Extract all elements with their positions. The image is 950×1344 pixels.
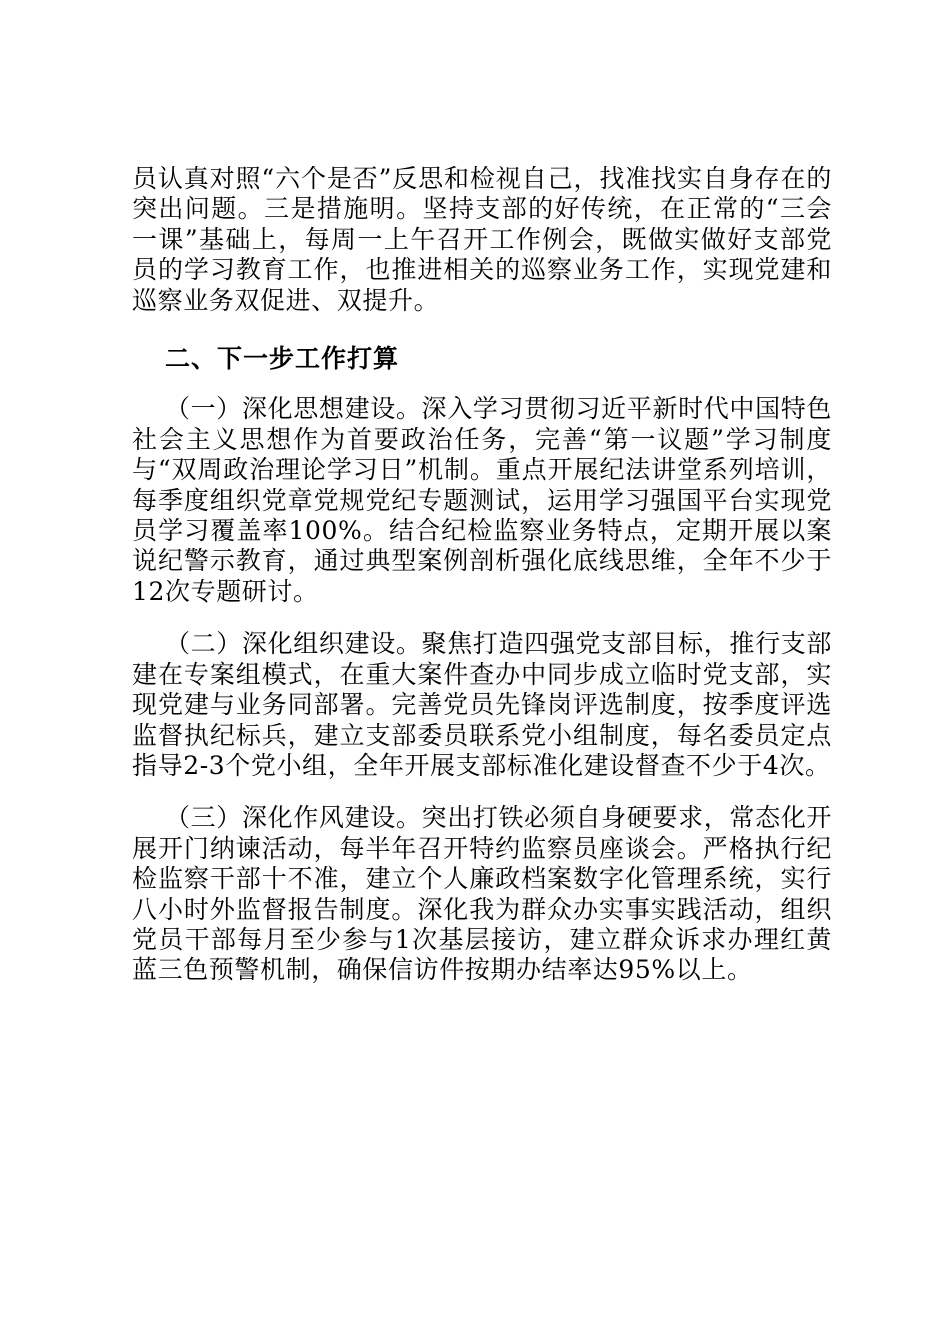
paragraph-ideology: （一）深化思想建设。深入学习贯彻习近平新时代中国特色社会主义思想作为首要政治任务，完善“第一议题”学习制度与“双周政治理论学习日”机制。重点开展纪法讲堂系列培训，每季度组织党章党规党纪专题测试，运用学习强国平台实现党员学习覆盖率100%。结合纪检监察业务特点，定期开展以案说纪警示教育，通过典型案例剖析强化底线思维，全年不少于12次专题研讨。 xyxy=(132,394,832,606)
section-heading: 二、下一步工作打算 xyxy=(165,344,400,374)
document-body xyxy=(132,164,832,986)
spacer xyxy=(132,316,832,344)
spacer xyxy=(132,374,832,394)
spacer xyxy=(132,607,832,629)
paragraph-work-style: （三）深化作风建设。突出打铁必须自身硬要求，常态化开展开门纳谏活动，每半年召开特约监察员座谈会。严格执行纪检监察干部十不准，建立个人廉政档案数字化管理系统，实行八小时外监督报告制度。深化我为群众办实事实践活动，组织党员干部每月至少参与1次基层接访，建立群众诉求办理红黄蓝三色预警机制，确保信访件按期办结率达95%以上。 xyxy=(132,803,832,985)
spacer xyxy=(132,781,832,803)
paragraph-organization: （二）深化组织建设。聚焦打造四强党支部目标，推行支部建在专案组模式，在重大案件查办中同步成立临时党支部，实现党建与业务同部署。完善党员先锋岗评选制度，按季度评选监督执纪标兵，建立支部委员联系党小组制度，每名委员定点指导2-3个党小组，全年开展支部标准化建设督查不少于4次。 xyxy=(132,629,832,780)
intro-paragraph: 员认真对照“六个是否”反思和检视自己，找准找实自身存在的突出问题。三是措施明。坚持支部的好传统，在正常的“三会一课”基础上，每周一上午召开工作例会，既做实做好支部党员的学习教育工作，也推进相关的巡察业务工作，实现党建和巡察业务双促进、双提升。 xyxy=(132,164,832,315)
